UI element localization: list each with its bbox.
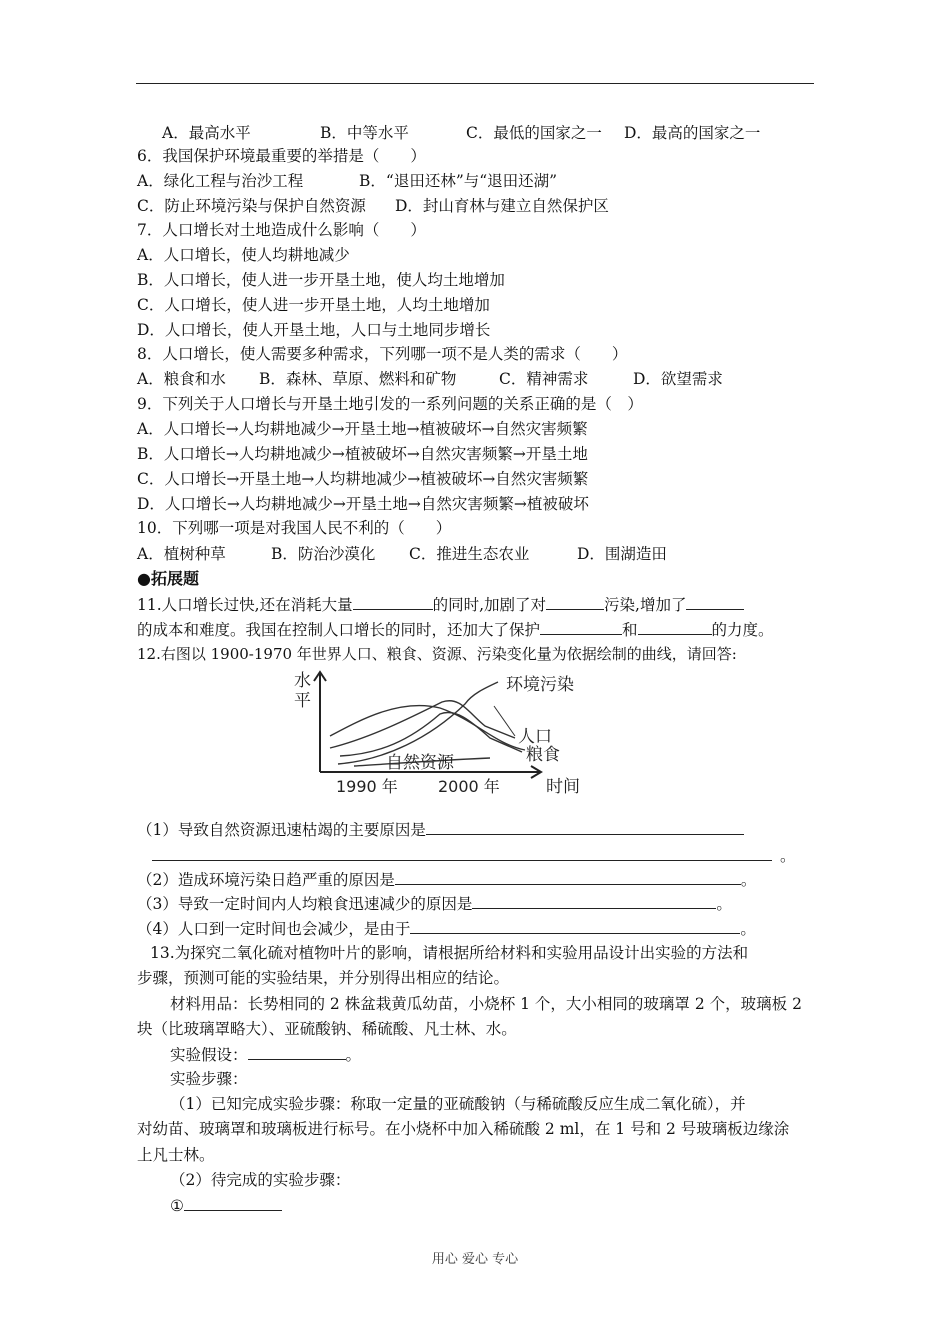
- q7-option-c: C．人口增长，使人进一步开垦土地，人均土地增加: [137, 296, 490, 314]
- q8-option-d: D．欲望需求: [633, 370, 723, 388]
- q13-materials-2: 块（比玻璃罩略大）、亚硫酸钠、稀硫酸、凡士林、水。: [137, 1020, 517, 1038]
- q5-option-a: A．最高水平: [162, 124, 251, 142]
- q9-option-c: C．人口增长→开垦土地→人均耕地减少→植被破坏→自然灾害频繁: [137, 470, 589, 488]
- q10-option-b: B．防治沙漠化: [271, 545, 376, 563]
- q8-option-b: B．森林、草原、燃料和矿物: [259, 370, 457, 388]
- q5-option-d: D．最高的国家之一: [624, 124, 761, 142]
- section-title: ●拓展题: [137, 569, 199, 588]
- q5-options: [162, 123, 760, 143]
- q10-option-d: D．围湖造田: [577, 545, 667, 563]
- q6-option-d: D．封山育林与建立自然保护区: [395, 197, 609, 215]
- q12-sub1-cont: [152, 845, 796, 866]
- q12-sub3-end: 。: [716, 895, 732, 913]
- footer: 用心 爱心 专心: [431, 1252, 519, 1267]
- q13-hypothesis-blank[interactable]: [248, 1044, 346, 1060]
- q9-option-b: B．人口增长→人均耕地减少→植被破坏→自然灾害频繁→开垦土地: [137, 445, 588, 463]
- q12-sub3-text: （3）导致一定时间内人均粮食迅速减少的原因是: [137, 895, 473, 913]
- q11-text-4: 的成本和难度。我国在控制人口增长的同时，还加大了保护: [137, 621, 541, 639]
- q11-text-2: 的同时,加剧了对: [432, 596, 547, 614]
- q12-stem: 12.右图以 1900-1970 年世界人口、粮食、资源、污染变化量为依据绘制的曲线，请回答:: [137, 645, 737, 663]
- population-resource-chart: [290, 668, 610, 802]
- q12-sub2-blank[interactable]: [395, 869, 741, 885]
- q10-option-c: C．推进生态农业: [409, 545, 530, 563]
- q10-options: [137, 544, 667, 564]
- q13-step2-item1: [170, 1195, 282, 1216]
- q12-sub4-text: （4）人口到一定时间也会减少，是由于: [137, 920, 411, 938]
- q8-option-a: A．粮食和水: [137, 370, 226, 388]
- q7-option-a: A．人口增长，使人均耕地减少: [137, 246, 350, 264]
- q9-stem: 9．下列关于人口增长与开垦土地引发的一系列问题的关系正确的是（ ）: [137, 395, 643, 413]
- q12-sub1-blank-2[interactable]: [152, 845, 772, 861]
- q11-blank-5[interactable]: [638, 619, 712, 635]
- q8-option-c: C．精神需求: [499, 370, 589, 388]
- q5-option-c: C．最低的国家之一: [466, 124, 602, 142]
- q12-sub3: [137, 893, 732, 914]
- q13-line2: 步骤，预测可能的实验结果，并分别得出相应的结论。: [137, 969, 510, 987]
- q13-steps-label: 实验步骤：: [170, 1070, 248, 1088]
- curve-pollution: [338, 682, 498, 764]
- q11-blank-1[interactable]: [353, 594, 433, 610]
- q12-sub2: [137, 869, 756, 890]
- q12-sub1-text: （1）导致自然资源迅速枯竭的主要原因是: [137, 821, 426, 839]
- q6-stem: 6．我国保护环境最重要的举措是（ ）: [137, 147, 426, 165]
- header-rule: [136, 83, 814, 84]
- q13-circle-1: ①: [170, 1197, 184, 1215]
- q11-text-3: 污染,增加了: [604, 596, 687, 614]
- label-pollution: 环境污染: [506, 675, 574, 695]
- q11-line1: [137, 594, 744, 615]
- q12-sub3-blank[interactable]: [472, 893, 716, 909]
- q12-sub1: [137, 819, 744, 840]
- q9-option-d: D．人口增长→人均耕地减少→开垦土地→自然灾害频繁→植被破坏: [137, 495, 589, 513]
- y-axis-label-2: 平: [294, 691, 311, 711]
- q11-text-1: 11.人口增长过快,还在消耗大量: [137, 596, 353, 614]
- curve-food: [340, 712, 522, 756]
- q8-options: [137, 369, 723, 389]
- q8-stem: 8．人口增长，使人需要多种需求，下列哪一项不是人类的需求（ ）: [137, 345, 628, 363]
- q12-sub2-end: 。: [740, 871, 757, 889]
- q13-hypothesis: [170, 1044, 361, 1065]
- curve-population: [330, 701, 515, 748]
- q13-materials-1: 材料用品：长势相同的 2 株盆栽黄瓜幼苗，小烧杯 1 个，大小相同的玻璃罩 2 个，玻璃板 2: [170, 995, 802, 1013]
- q12-sub4-blank[interactable]: [410, 918, 740, 934]
- q11-blank-2[interactable]: [546, 594, 604, 610]
- q7-stem: 7．人口增长对土地造成什么影响（ ）: [137, 221, 426, 239]
- q6-option-b: B．“退田还林”与“退田还湖”: [359, 172, 558, 190]
- q11-text-6: 的力度。: [711, 621, 774, 639]
- curve-resources: [330, 705, 525, 750]
- q6-options-row1: [137, 171, 557, 191]
- q13-line1: 13.为探究二氧化硫对植物叶片的影响，请根据所给材料和实验用品设计出实验的方法和: [150, 944, 749, 962]
- label-resources: 自然资源: [386, 753, 454, 773]
- q12-sub2-text: （2）造成环境污染日趋严重的原因是: [137, 871, 395, 889]
- label-food: 粮食: [526, 745, 560, 765]
- q9-option-a: A．人口增长→人均耕地减少→开垦土地→植被破坏→自然灾害频繁: [137, 420, 588, 438]
- q6-option-c: C．防止环境污染与保护自然资源: [137, 197, 366, 215]
- q7-option-b: B．人口增长，使人进一步开垦土地，使人均土地增加: [137, 271, 505, 289]
- q13-hypothesis-end: 。: [345, 1046, 362, 1064]
- q13-step2-blank-1[interactable]: [184, 1195, 282, 1211]
- q10-option-a: A．植树种草: [137, 545, 226, 563]
- q13-step1-a: （1）已知完成实验步骤：称取一定量的亚硫酸钠（与稀硫酸反应生成二氧化硫），并: [170, 1095, 746, 1113]
- q13-step1-b: 对幼苗、玻璃罩和玻璃板进行标号。在小烧杯中加入稀硫酸 2 ml，在 1 号和 2 号玻璃板边缘涂: [137, 1120, 790, 1138]
- x-axis-label: 时间: [546, 777, 580, 797]
- q13-step1-c: 上凡士林。: [137, 1146, 215, 1164]
- q6-option-a: A．绿化工程与治沙工程: [137, 172, 304, 190]
- q7-option-d: D．人口增长，使人开垦土地，人口与土地同步增长: [137, 321, 491, 339]
- x-tick-1990: 1990 年: [336, 777, 398, 796]
- q11-blank-3[interactable]: [686, 594, 744, 610]
- q12-sub1-blank[interactable]: [426, 819, 744, 835]
- q13-hypothesis-label: 实验假设：: [170, 1046, 248, 1064]
- q5-option-b: B．中等水平: [320, 124, 409, 142]
- q13-step2: （2）待完成的实验步骤：: [170, 1171, 351, 1189]
- label-population: 人口: [518, 727, 552, 747]
- y-axis-label-1: 水: [294, 671, 311, 691]
- q12-sub1-end: 。: [780, 847, 796, 865]
- q11-blank-4[interactable]: [540, 619, 622, 635]
- q12-sub4-end: 。: [740, 920, 756, 938]
- q6-options-row2: [137, 196, 609, 216]
- q11-text-5: 和: [622, 621, 638, 639]
- q10-stem: 10．下列哪一项是对我国人民不利的（ ）: [137, 519, 452, 537]
- q11-line2: [137, 619, 774, 640]
- q12-sub4: [137, 918, 756, 939]
- x-tick-2000: 2000 年: [438, 777, 500, 796]
